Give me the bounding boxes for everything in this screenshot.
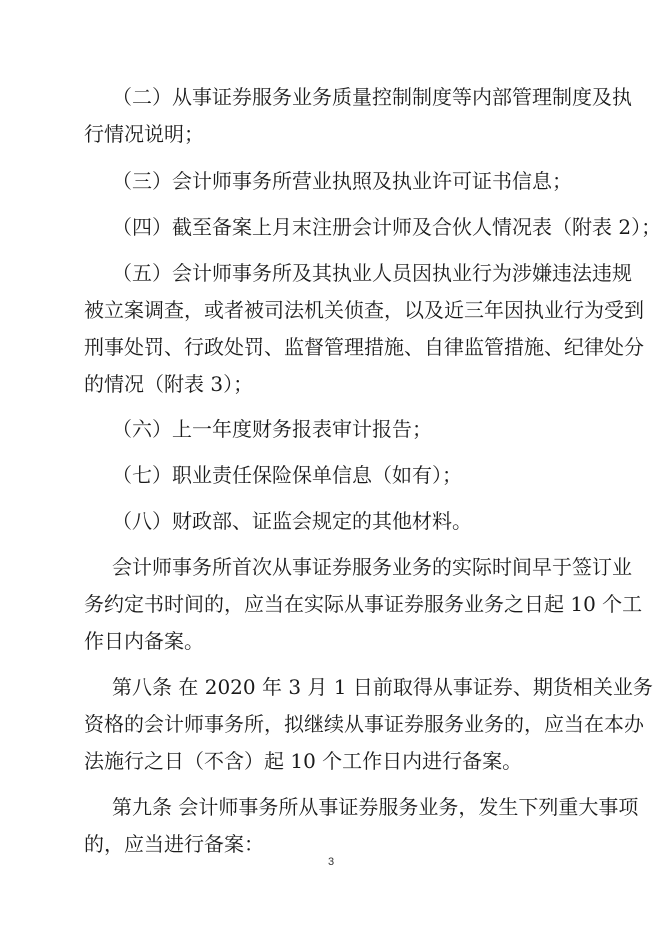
text-line: 作日内备案。 [84, 629, 204, 653]
text-line: 被立案调查，或者被司法机关侦查，以及近三年因执业行为受到 [84, 298, 644, 322]
text-line: （七）职业责任保险保单信息（如有）； [112, 463, 462, 487]
page-number: 3 [327, 856, 335, 868]
text-line: （八）财政部、证监会规定的其他材料。 [112, 509, 472, 533]
text-line: 第九条 会计师事务所从事证券服务业务，发生下列重大事项 [112, 795, 639, 819]
text-line: （三）会计师事务所营业执照及执业许可证书信息； [112, 169, 572, 193]
text-line: （二）从事证券服务业务质量控制制度等内部管理制度及执 [112, 85, 632, 109]
text-line: 行情况说明； [84, 122, 204, 146]
text-line: 的情况（附表 3）； [84, 372, 254, 396]
text-line: 会计师事务所首次从事证券服务业务的实际时间早于签订业 [112, 555, 632, 579]
text-line: 第八条 在 2020 年 3 月 1 日前取得从事证券、期货相关业务 [112, 675, 653, 699]
text-line: 刑事处罚、行政处罚、监督管理措施、自律监管措施、纪律处分 [84, 335, 644, 359]
text-line: （六）上一年度财务报表审计报告； [112, 417, 432, 441]
text-line: 的，应当进行备案： [84, 832, 264, 856]
text-line: 资格的会计师事务所，拟继续从事证券服务业务的，应当在本办 [84, 712, 644, 736]
text-line: 务约定书时间的，应当在实际从事证券服务业务之日起 10 个工 [84, 592, 643, 616]
text-line: （五）会计师事务所及其执业人员因执业行为涉嫌违法违规 [112, 261, 632, 285]
text-line: （四）截至备案上月末注册会计师及合伙人情况表（附表 2）； [112, 215, 662, 239]
text-line: 法施行之日（不含）起 10 个工作日内进行备案。 [84, 749, 523, 773]
